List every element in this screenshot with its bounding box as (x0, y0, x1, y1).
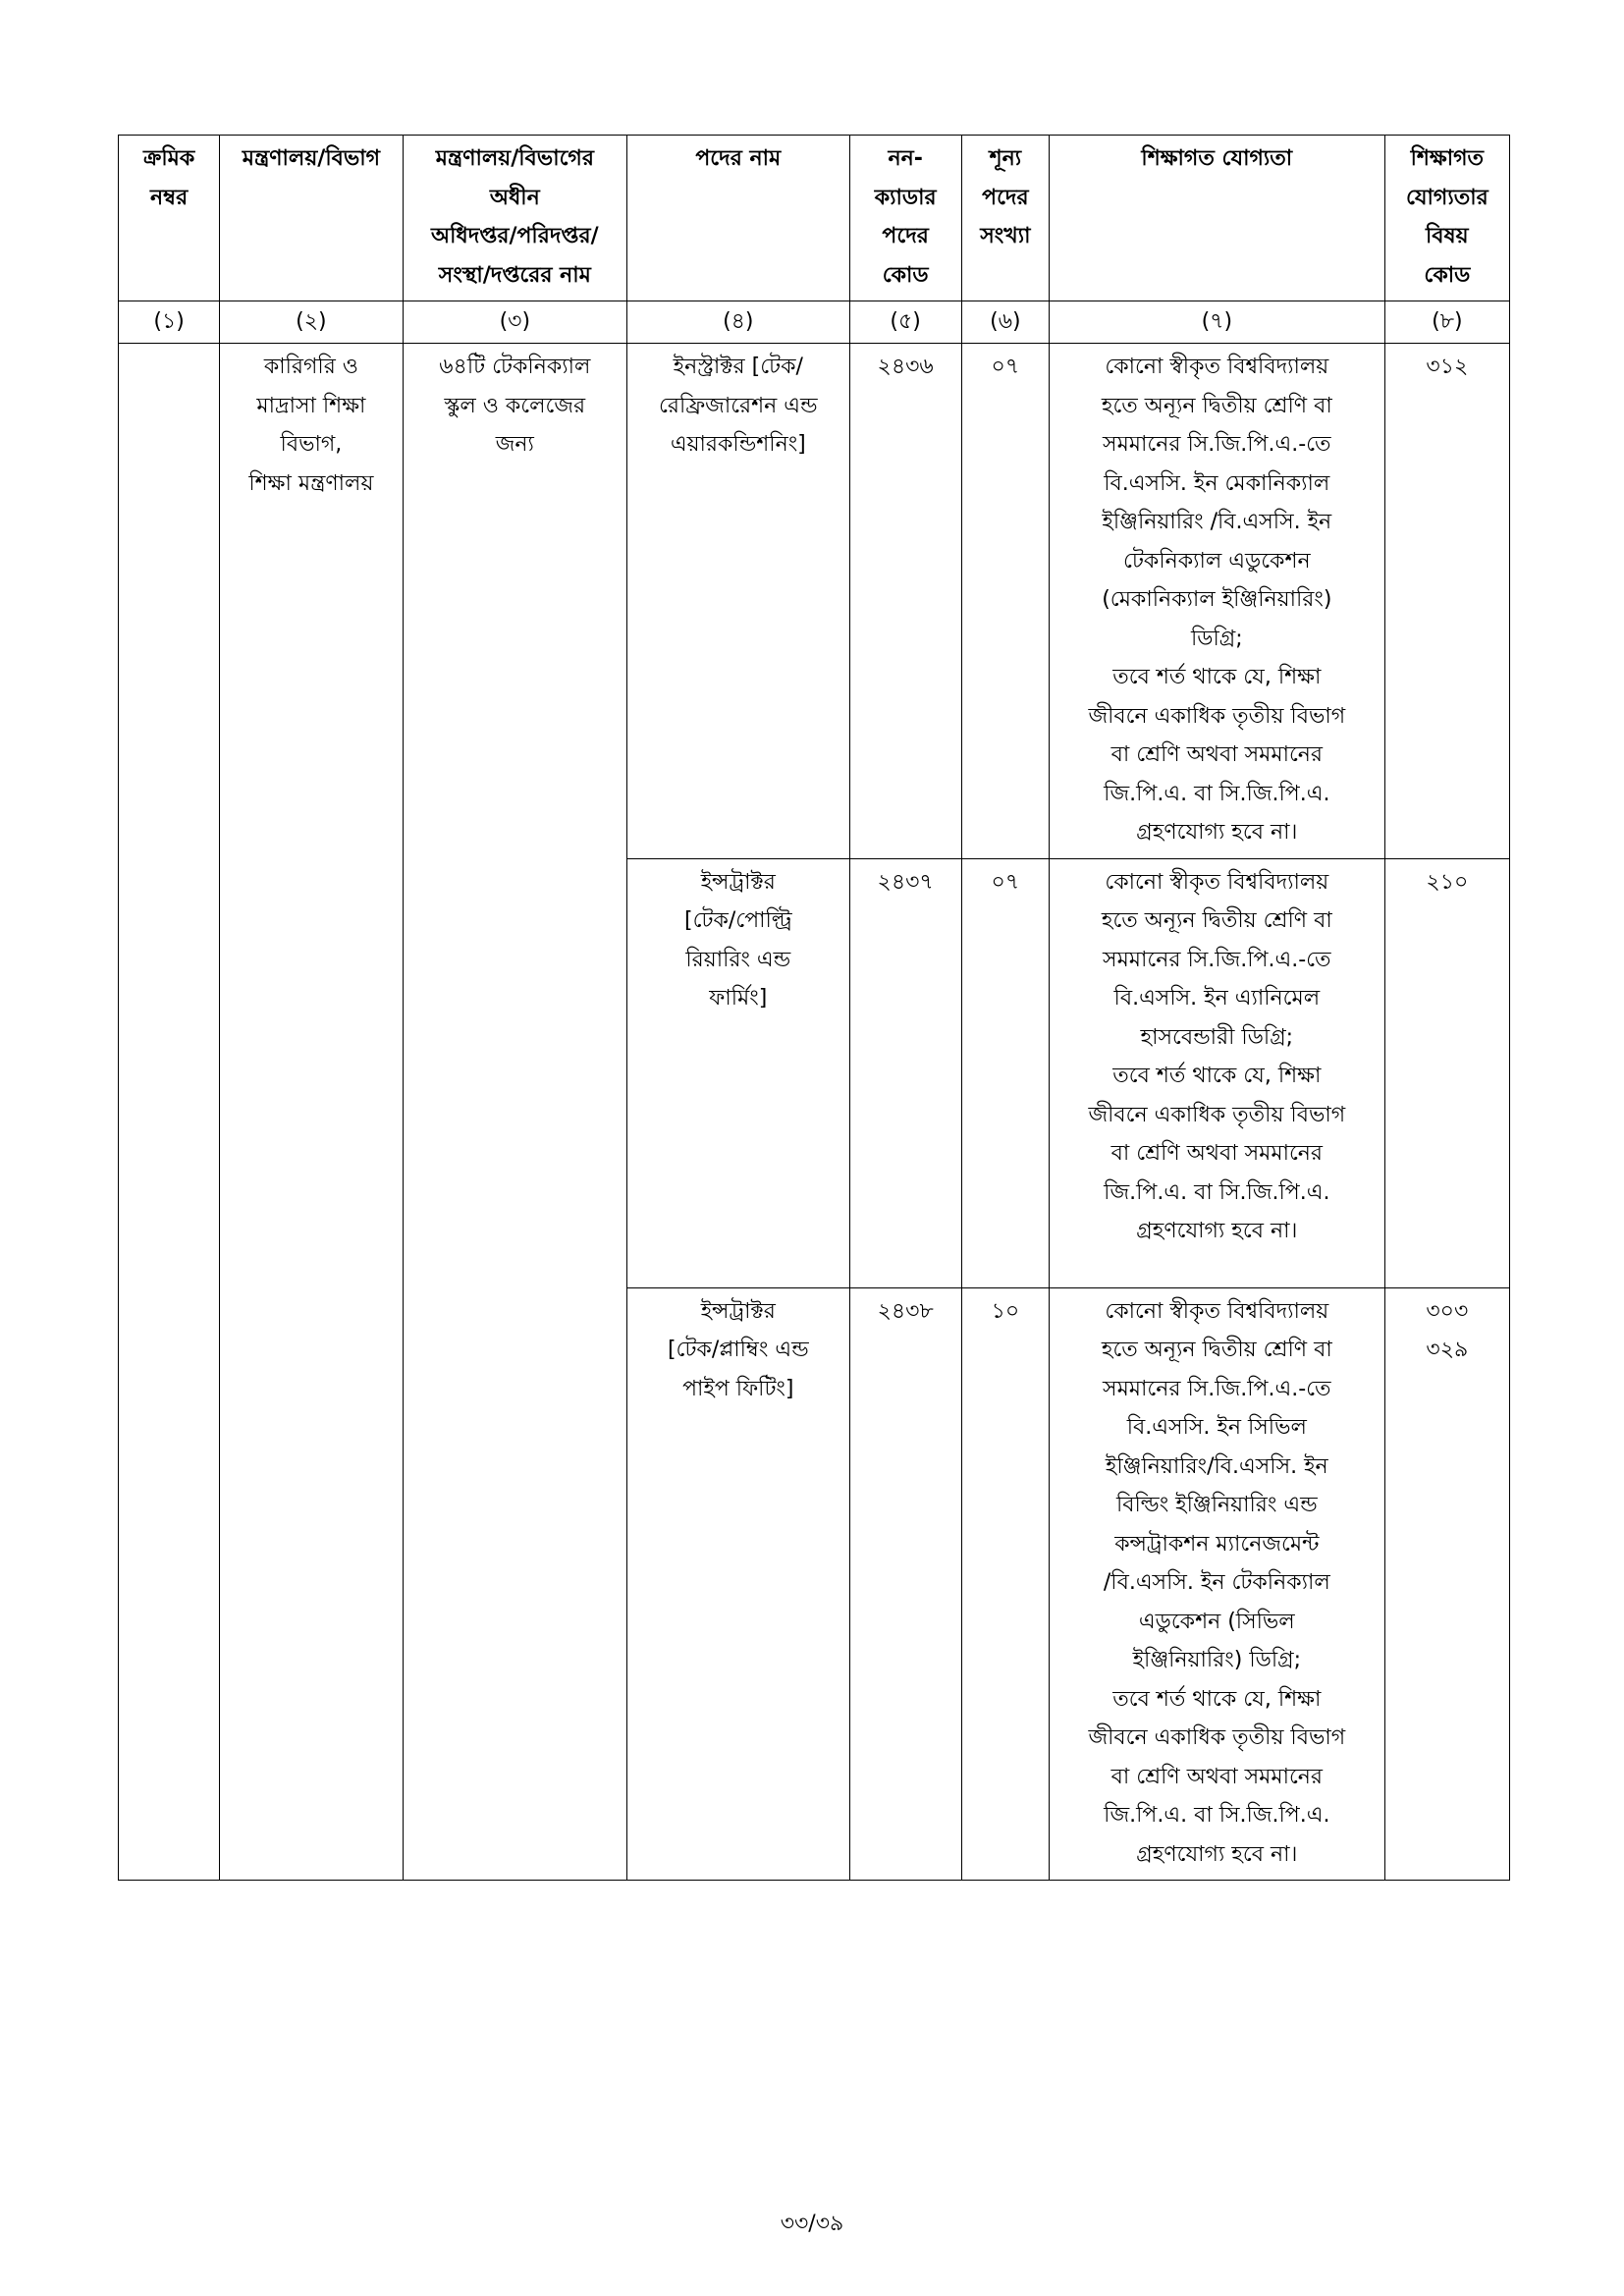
qualification-cell: কোনো স্বীকৃত বিশ্ববিদ্যালয় হতে অন্যূন দ্বিতীয় শ্রেণি বা সমমানের সি.জি.পি.এ.-তে বি.এসসি. ইন এ্যানিমেল হাসবেন্ডারী ডিগ্রি; তবে শর্ত থাকে যে, শিক্ষা জীবনে একাধিক তৃতীয় বিভাগ বা শ্রেণি অথবা সমমানের জি.পি.এ. বা সি.জি.পি.এ. গ্রহণযোগ্য হবে না। (1049, 858, 1384, 1287)
serial-cell (119, 344, 220, 1881)
post-code-cell: ২৪৩৬ (849, 344, 961, 859)
header-row (119, 136, 1510, 301)
vacancies-cell: ১০ (961, 1287, 1049, 1881)
column-number: (৪) (627, 301, 849, 344)
header-serial: ক্রমিক নম্বর (119, 136, 220, 301)
subject-code-cell: ৩০৩ ৩২৯ (1384, 1287, 1509, 1881)
header-post-name: পদের নাম (627, 136, 849, 301)
column-number: (৫) (849, 301, 961, 344)
header-directorate: মন্ত্রণালয়/বিভাগের অধীন অধিদপ্তর/পরিদপ্তর/ সংস্থা/দপ্তরের নাম (403, 136, 626, 301)
vacancies-cell: ০৭ (961, 858, 1049, 1287)
column-number: (৭) (1049, 301, 1384, 344)
table-row (119, 344, 1510, 859)
header-ministry: মন্ত্রণালয়/বিভাগ (220, 136, 403, 301)
column-number-row (119, 301, 1510, 344)
column-number: (৩) (403, 301, 626, 344)
header-post-code: নন- ক্যাডার পদের কোড (849, 136, 961, 301)
column-number: (২) (220, 301, 403, 344)
vacancies-cell: ০৭ (961, 344, 1049, 859)
qualification-cell: কোনো স্বীকৃত বিশ্ববিদ্যালয় হতে অন্যূন দ্বিতীয় শ্রেণি বা সমমানের সি.জি.পি.এ.-তে বি.এসসি. ইন সিভিল ইঞ্জিনিয়ারিং/বি.এসসি. ইন বিল্ডিং ইঞ্জিনিয়ারিং এন্ড কন্সট্রাকশন ম্যানেজমেন্ট /বি.এসসি. ইন টেকনিক্যাল এডুকেশন (সিভিল ইঞ্জিনিয়ারিং) ডিগ্রি; তবে শর্ত থাকে যে, শিক্ষা জীবনে একাধিক তৃতীয় বিভাগ বা শ্রেণি অথবা সমমানের জি.পি.এ. বা সি.জি.পি.এ. গ্রহণযোগ্য হবে না। (1049, 1287, 1384, 1881)
header-qualification: শিক্ষাগত যোগ্যতা (1049, 136, 1384, 301)
post-code-cell: ২৪৩৭ (849, 858, 961, 1287)
post-code-cell: ২৪৩৮ (849, 1287, 961, 1881)
column-number: (৬) (961, 301, 1049, 344)
vacancy-table (118, 135, 1510, 1881)
subject-code-cell: ৩১২ (1384, 344, 1509, 859)
column-number: (৮) (1384, 301, 1509, 344)
qualification-cell: কোনো স্বীকৃত বিশ্ববিদ্যালয় হতে অন্যূন দ্বিতীয় শ্রেণি বা সমমানের সি.জি.পি.এ.-তে বি.এসসি. ইন মেকানিক্যাল ইঞ্জিনিয়ারিং /বি.এসসি. ইন টেকনিক্যাল এডুকেশন (মেকানিক্যাল ইঞ্জিনিয়ারিং) ডিগ্রি; তবে শর্ত থাকে যে, শিক্ষা জীবনে একাধিক তৃতীয় বিভাগ বা শ্রেণি অথবা সমমানের জি.পি.এ. বা সি.জি.পি.এ. গ্রহণযোগ্য হবে না। (1049, 344, 1384, 859)
subject-code-cell: ২১০ (1384, 858, 1509, 1287)
column-number: (১) (119, 301, 220, 344)
post-name-cell: ইন্সট্রাক্টর [টেক/পোল্ট্রি রিয়ারিং এন্ড ফার্মিং] (627, 858, 849, 1287)
header-vacancies: শূন্য পদের সংখ্যা (961, 136, 1049, 301)
header-subject-code: শিক্ষাগত যোগ্যতার বিষয় কোড (1384, 136, 1509, 301)
ministry-cell: কারিগরি ও মাদ্রাসা শিক্ষা বিভাগ, শিক্ষা মন্ত্রণালয় (220, 344, 403, 1881)
page-number: ৩৩/৩৯ (780, 2212, 844, 2236)
directorate-cell: ৬৪টি টেকনিক্যাল স্কুল ও কলেজের জন্য (403, 344, 626, 1881)
post-name-cell: ইন্সট্রাক্টর [টেক/প্লাম্বিং এন্ড পাইপ ফিটিং] (627, 1287, 849, 1881)
post-name-cell: ইনস্ট্রাক্টর [টেক/ রেফ্রিজারেশন এন্ড এয়ারকন্ডিশনিং] (627, 344, 849, 859)
